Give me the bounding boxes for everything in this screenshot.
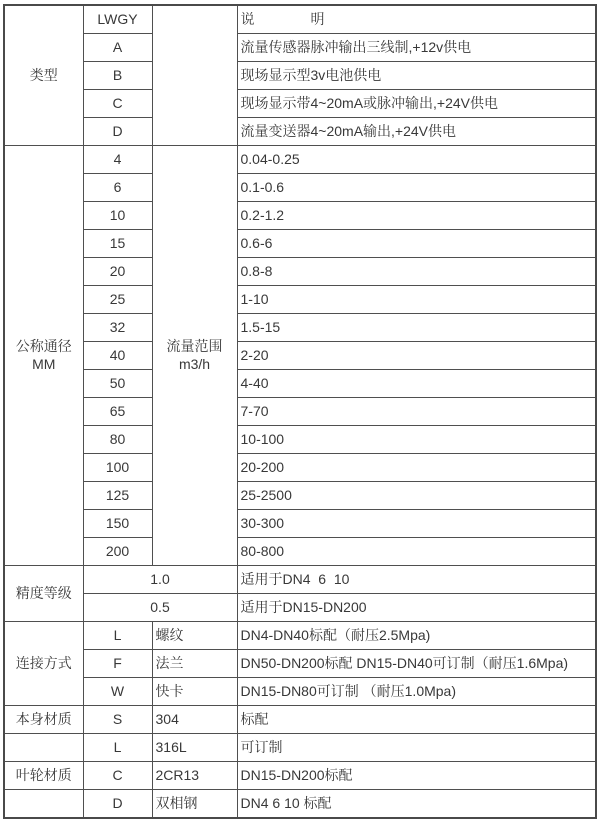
dn-cell: 150 (83, 510, 152, 538)
connection-name-cell: 螺纹 (152, 622, 237, 650)
table-row (4, 118, 596, 146)
dn-cell: 10 (83, 202, 152, 230)
material-code-cell: D (83, 790, 152, 819)
spec-table (3, 4, 597, 819)
dn-cell: 6 (83, 174, 152, 202)
dn-cell: 100 (83, 454, 152, 482)
empty-merged-cell (152, 5, 237, 146)
table-row (4, 734, 596, 762)
type-section-label: 类型 (4, 5, 83, 146)
dn-cell: 200 (83, 538, 152, 566)
accuracy-value-cell: 1.0 (83, 566, 237, 594)
material-name-cell: 304 (152, 706, 237, 734)
table-row (4, 594, 596, 622)
dn-cell: 50 (83, 370, 152, 398)
table-row (4, 146, 596, 174)
empty-cell (4, 734, 83, 762)
flow-range-cell: 2-20 (237, 342, 596, 370)
material-desc-cell: 标配 (237, 706, 596, 734)
dn-cell: 125 (83, 482, 152, 510)
impeller-material-label: 叶轮材质 (4, 762, 83, 790)
table-row (4, 202, 596, 230)
material-name-cell: 2CR13 (152, 762, 237, 790)
connection-code-cell: L (83, 622, 152, 650)
table-row (4, 566, 596, 594)
dn-cell: 15 (83, 230, 152, 258)
table-row (4, 538, 596, 566)
material-code-cell: L (83, 734, 152, 762)
accuracy-value-cell: 0.5 (83, 594, 237, 622)
flow-range-cell: 0.1-0.6 (237, 174, 596, 202)
dn-cell: 80 (83, 426, 152, 454)
connection-name-cell: 法兰 (152, 650, 237, 678)
material-name-cell: 双相钢 (152, 790, 237, 819)
material-code-cell: C (83, 762, 152, 790)
flow-range-cell: 0.6-6 (237, 230, 596, 258)
material-code-cell: S (83, 706, 152, 734)
flow-range-cell: 0.2-1.2 (237, 202, 596, 230)
flow-range-cell: 10-100 (237, 426, 596, 454)
dn-cell: 65 (83, 398, 152, 426)
body-material-label: 本身材质 (4, 706, 83, 734)
table-row (4, 398, 596, 426)
flow-range-cell: 1-10 (237, 286, 596, 314)
table-row (4, 174, 596, 202)
connection-desc-cell: DN4-DN40标配（耐压2.5Mpa) (237, 622, 596, 650)
empty-cell (4, 790, 83, 819)
flow-range-cell: 25-2500 (237, 482, 596, 510)
table-row (4, 314, 596, 342)
flow-range-label-line1: 流量范围 (166, 338, 223, 354)
flow-range-cell: 80-800 (237, 538, 596, 566)
connection-code-cell: F (83, 650, 152, 678)
table-row (4, 678, 596, 706)
dn-cell: 40 (83, 342, 152, 370)
accuracy-desc-cell: 适用于DN15-DN200 (237, 594, 596, 622)
type-code-cell: A (83, 34, 152, 62)
accuracy-section-label: 精度等级 (4, 566, 83, 622)
diameter-section-label (4, 146, 83, 566)
table-row (4, 510, 596, 538)
table-row (4, 790, 596, 819)
type-desc-cell: 流量变送器4~20mA输出,+24V供电 (237, 118, 596, 146)
connection-desc-cell: DN50-DN200标配 DN15-DN40可订制（耐压1.6Mpa) (237, 650, 596, 678)
dn-cell: 25 (83, 286, 152, 314)
flow-range-cell: 20-200 (237, 454, 596, 482)
dn-cell: 20 (83, 258, 152, 286)
type-code-cell: C (83, 90, 152, 118)
table-row (4, 34, 596, 62)
accuracy-desc-cell: 适用于DN4 6 10 (237, 566, 596, 594)
type-code-cell: B (83, 62, 152, 90)
material-desc-cell: 可订制 (237, 734, 596, 762)
flow-range-cell: 0.04-0.25 (237, 146, 596, 174)
flow-range-cell: 0.8-8 (237, 258, 596, 286)
diameter-label-line2: MM (32, 355, 56, 372)
flow-range-cell: 1.5-15 (237, 314, 596, 342)
table-row (4, 230, 596, 258)
table-row (4, 622, 596, 650)
type-desc-cell: 流量传感器脉冲输出三线制,+12v供电 (237, 34, 596, 62)
diameter-label-line1: 公称通径 (15, 338, 72, 354)
type-code-cell: D (83, 118, 152, 146)
table-row (4, 286, 596, 314)
flow-range-label-line2: m3/h (178, 355, 211, 372)
material-desc-cell: DN15-DN200标配 (237, 762, 596, 790)
table-row (4, 454, 596, 482)
connection-desc-cell: DN15-DN80可订制 （耐压1.0Mpa) (237, 678, 596, 706)
connection-section-label: 连接方式 (4, 622, 83, 706)
description-header: 说 明 (237, 5, 596, 34)
table-row (4, 482, 596, 510)
table-row (4, 62, 596, 90)
dn-cell: 32 (83, 314, 152, 342)
table-row (4, 426, 596, 454)
flow-range-merged-label (152, 146, 237, 566)
flow-range-cell: 30-300 (237, 510, 596, 538)
table-row (4, 706, 596, 734)
table-row (4, 90, 596, 118)
table-row (4, 650, 596, 678)
connection-code-cell: W (83, 678, 152, 706)
dn-cell: 4 (83, 146, 152, 174)
material-desc-cell: DN4 6 10 标配 (237, 790, 596, 819)
table-row (4, 342, 596, 370)
flow-range-cell: 4-40 (237, 370, 596, 398)
type-desc-cell: 现场显示型3v电池供电 (237, 62, 596, 90)
table-row (4, 370, 596, 398)
model-code-header: LWGY (83, 5, 152, 34)
flow-range-cell: 7-70 (237, 398, 596, 426)
table-row (4, 5, 596, 34)
connection-name-cell: 快卡 (152, 678, 237, 706)
table-row (4, 762, 596, 790)
table-row (4, 258, 596, 286)
type-desc-cell: 现场显示带4~20mA或脉冲输出,+24V供电 (237, 90, 596, 118)
material-name-cell: 316L (152, 734, 237, 762)
